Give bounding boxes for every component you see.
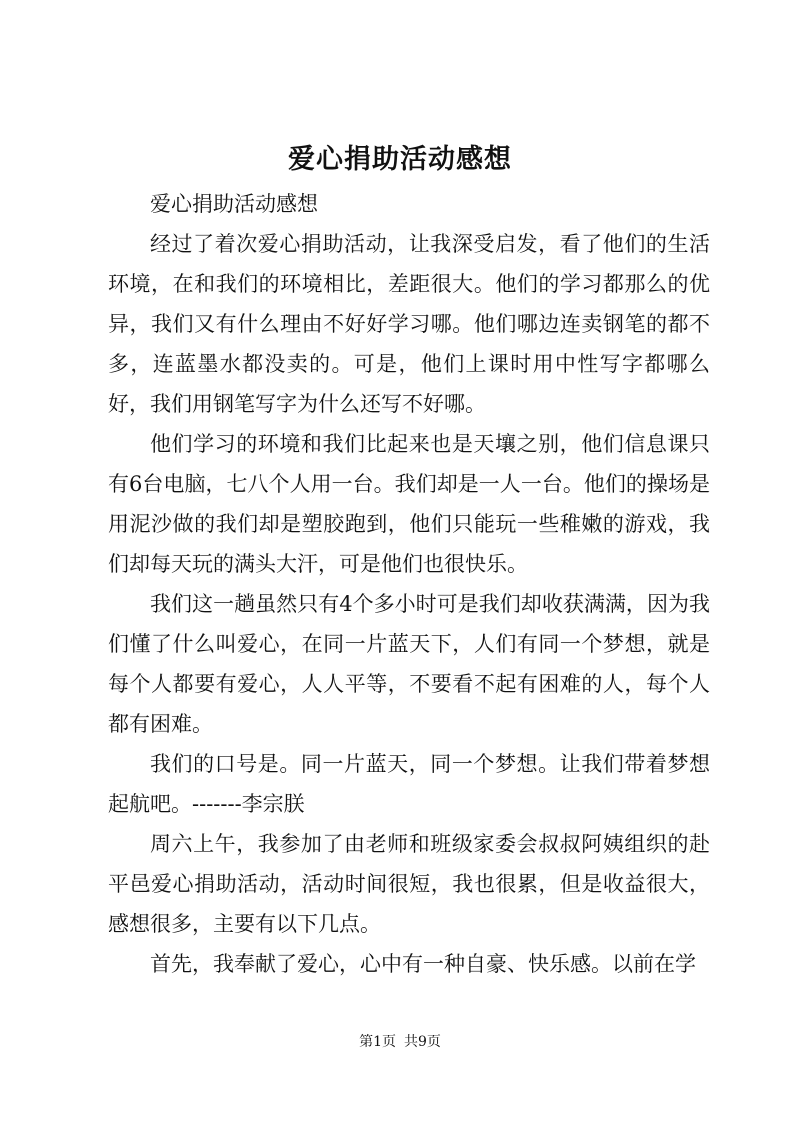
paragraph: 首先，我奉献了爱心，心中有一种自豪、快乐感。以前在学 <box>150 952 696 976</box>
page-footer <box>0 1032 800 1052</box>
page-total: 共9页 <box>404 1034 441 1050</box>
page-title: 爱心捐助活动感想 <box>288 144 512 175</box>
paragraph: 爱心捐助活动感想 <box>150 192 318 216</box>
paragraph: 我们这一趟虽然只有4个多小时可是我们却收获满满，因为我们懂了什么叫爱心，在同一片蓝天下，人们有同一个梦想，就是每个人都要有爱心，人人平等，不要看不起有困难的人，每个人都有困难。 <box>108 592 710 736</box>
paragraph: 周六上午，我参加了由老师和班级家委会叔叔阿姨组织的赴平邑爱心捐助活动，活动时间很短，我也很累，但是收益很大，感想很多，主要有以下几点。 <box>108 832 710 936</box>
paragraph: 他们学习的环境和我们比起来也是天壤之别，他们信息课只有6台电脑，七八个人用一台。我们却是一人一台。他们的操场是用泥沙做的我们却是塑胶跑到，他们只能玩一些稚嫩的游戏，我们却每天玩的满头大汗，可是他们也很快乐。 <box>108 432 710 576</box>
paragraph: 经过了着次爱心捐助活动，让我深受启发，看了他们的生活环境，在和我们的环境相比，差距很大。他们的学习都那么的优异，我们又有什么理由不好好学习哪。他们哪边连卖钢笔的都不多，连蓝墨水都没卖的。可是，他们上课时用中性写字都哪么好，我们用钢笔写字为什么还写不好哪。 <box>108 232 710 416</box>
paragraph: 我们的口号是。同一片蓝天，同一个梦想。让我们带着梦想起航吧。-------李宗朕 <box>108 752 710 816</box>
page-number: 第1页 <box>359 1034 396 1050</box>
document-body <box>108 184 710 984</box>
